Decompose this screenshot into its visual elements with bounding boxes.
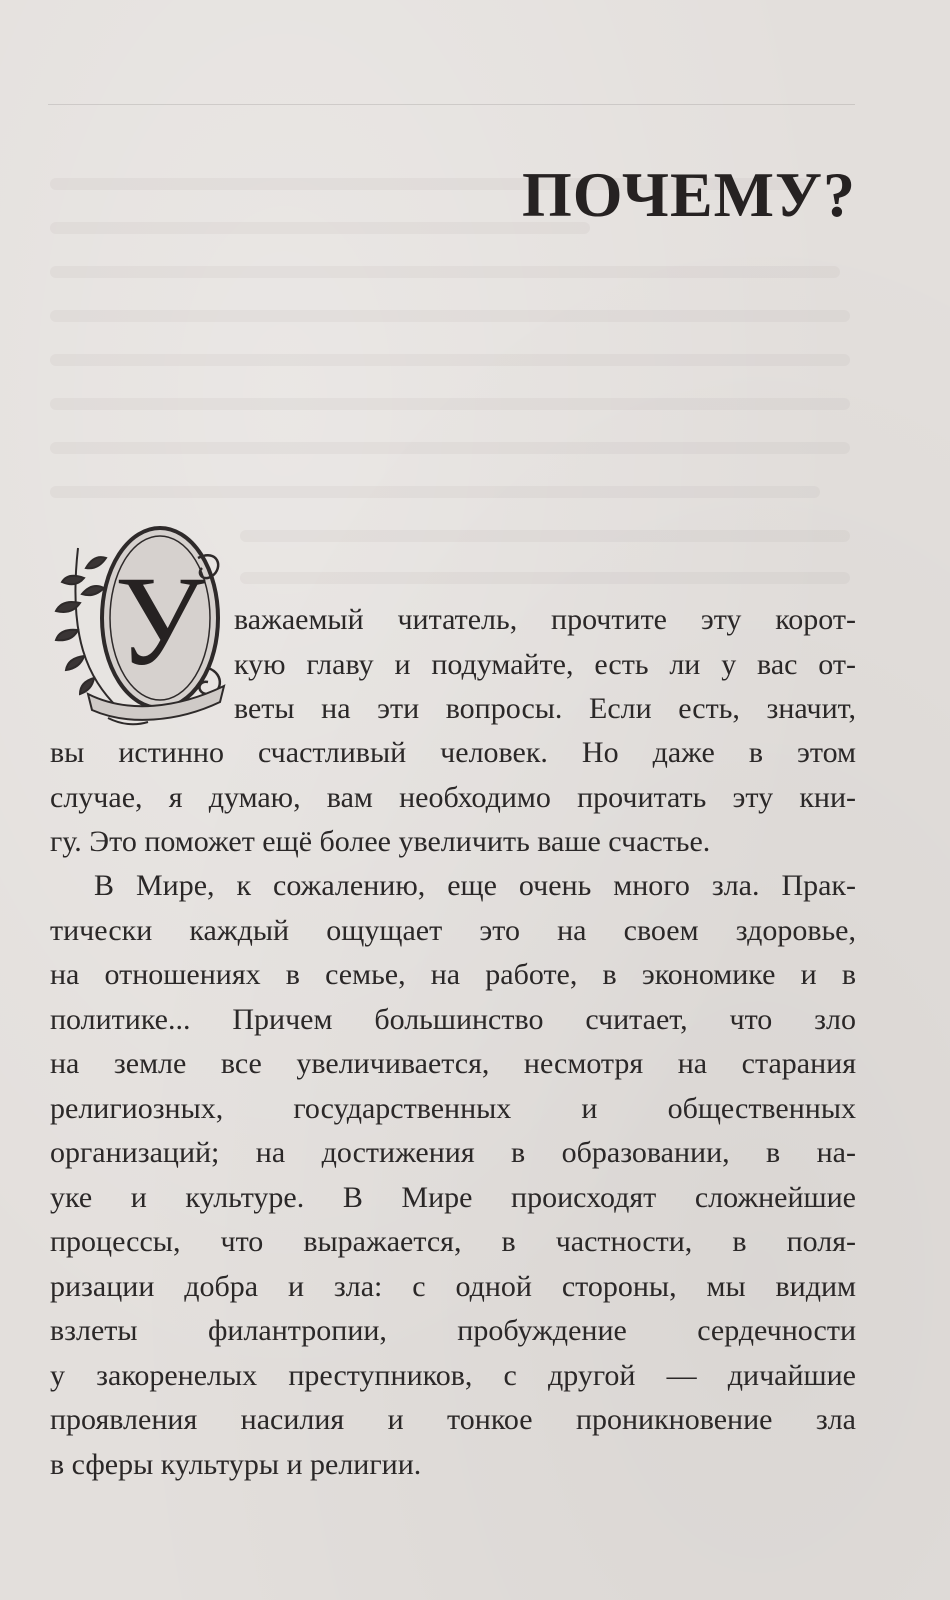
bleed-through-line	[50, 266, 840, 278]
text-line: религиозных, государственных и общественных	[50, 1091, 856, 1125]
ornamental-dropcap	[48, 518, 226, 730]
text-line: тически каждый ощущает это на своем здоровье,	[50, 913, 856, 947]
text-line: уке и культуре. В Мире происходят сложнейшие	[50, 1180, 856, 1214]
bleed-through-line	[50, 310, 850, 322]
bleed-through-line	[50, 398, 850, 410]
paragraph-2	[50, 864, 856, 1487]
bleed-through-line	[240, 572, 850, 584]
text-line: политике... Причем большинство считает, что зло	[50, 1002, 856, 1036]
bleed-through-line	[50, 486, 820, 498]
paragraph-1-intro	[234, 598, 856, 732]
text-line: важаемый читатель, прочтите эту корот-	[234, 603, 856, 636]
bleed-through-line	[240, 530, 850, 542]
text-line: на отношениях в семье, на работе, в экономике и в	[50, 958, 856, 991]
text-line: процессы, что выражается, в частности, в поля-	[50, 1225, 856, 1258]
text-line: гу. Это поможет ещё более увеличить ваше счастье.	[50, 825, 711, 858]
bleed-through-line	[50, 222, 590, 234]
paragraph-1-body	[50, 731, 856, 865]
text-line: организаций; на достижения в образовании, в на-	[50, 1136, 856, 1169]
text-line: веты на эти вопросы. Если есть, значит,	[234, 692, 856, 725]
text-line: случае, я думаю, вам необходимо прочитать эту кни-	[50, 780, 856, 814]
bleed-through-line	[50, 442, 850, 454]
text-line: взлеты филантропии, пробуждение сердечности	[50, 1314, 856, 1347]
text-line: кую главу и подумайте, есть ли у вас от-	[234, 647, 856, 681]
header-rule	[48, 104, 855, 107]
text-line: ризации добра и зла: с одной стороны, мы видим	[50, 1269, 856, 1303]
text-line: вы истинно счастливый человек. Но даже в этом	[50, 736, 856, 769]
text-line: в сферы культуры и религии.	[50, 1447, 422, 1481]
text-line: проявления насилия и тонкое проникновение зла	[50, 1403, 856, 1436]
bleed-through-line	[50, 354, 850, 366]
text-line: у закоренелых преступников, с другой — дичайшие	[50, 1358, 856, 1392]
chapter-title: ПОЧЕМУ?	[522, 159, 856, 230]
dropcap-letter: У	[114, 550, 206, 692]
text-line: на земле все увеличивается, несмотря на старания	[50, 1047, 856, 1080]
text-line: В Мире, к сожалению, еще очень много зла. Прак-	[94, 869, 856, 902]
